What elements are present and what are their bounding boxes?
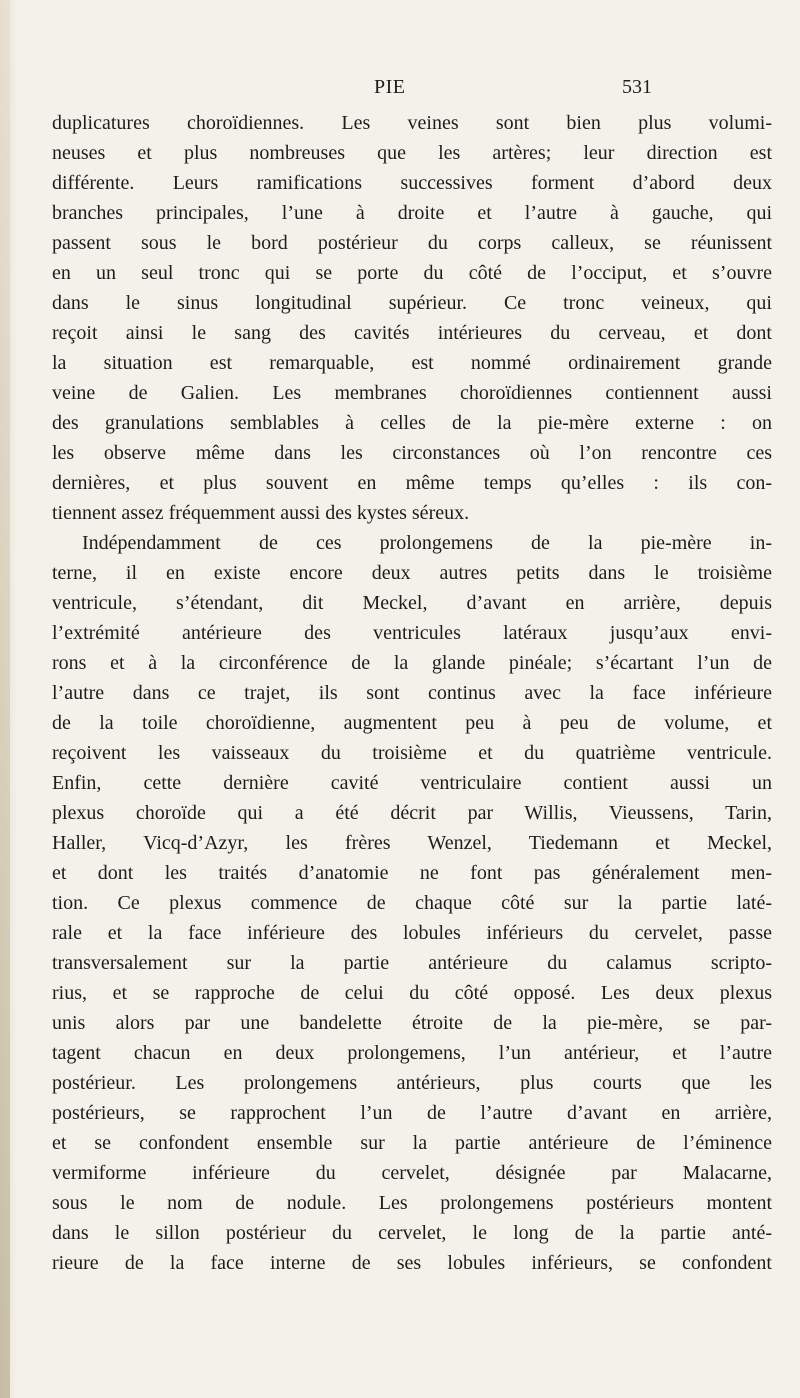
text-line: rale et la face inférieure des lobules inférieurs du cervelet, passe [52,922,772,944]
text-line: tiennent assez fréquemment aussi des kystes séreux. [52,502,470,524]
text-line: ventricule, s’étendant, dit Meckel, d’avant en arrière, depuis [52,592,772,614]
page-number: 531 [622,76,652,98]
text-line: reçoivent les vaisseaux du troisième et du quatrième ventricule. [52,742,772,764]
text-line: des granulations semblables à celles de la pie-mère externe : on [52,412,772,434]
text-line: l’autre dans ce trajet, ils sont continus avec la face inférieure [52,682,772,704]
text-line: tagent chacun en deux prolongemens, l’un antérieur, et l’autre [52,1042,772,1064]
text-line: sous le nom de nodule. Les prolongemens postérieurs montent [52,1192,772,1214]
running-head: PIE [374,76,406,98]
body-text [52,108,772,1348]
text-line: rons et à la circonférence de la glande pinéale; s’écartant l’un de [52,652,772,674]
text-line: postérieurs, se rapprochent l’un de l’autre d’avant en arrière, [52,1102,772,1124]
text-line: les observe même dans les circonstances où l’on rencontre ces [52,442,772,464]
text-line: veine de Galien. Les membranes choroïdiennes contiennent aussi [52,382,772,404]
text-line: de la toile choroïdienne, augmentent peu à peu de volume, et [52,712,772,734]
text-line: l’extrémité antérieure des ventricules latéraux jusqu’aux envi- [52,622,772,644]
text-line: duplicatures choroïdiennes. Les veines sont bien plus volumi- [52,112,772,134]
text-line: postérieur. Les prolongemens antérieurs, plus courts que les [52,1072,772,1094]
text-line: plexus choroïde qui a été décrit par Willis, Vieussens, Tarin, [52,802,772,824]
text-line: rieure de la face interne de ses lobules inférieurs, se confondent [52,1252,772,1274]
page-header [0,72,800,102]
text-line: Haller, Vicq-d’Azyr, les frères Wenzel, Tiedemann et Meckel, [52,832,772,854]
text-line: et dont les traités d’anatomie ne font pas généralement men- [52,862,772,884]
text-line: transversalement sur la partie antérieure du calamus scripto- [52,952,772,974]
text-line: dernières, et plus souvent en même temps qu’elles : ils con- [52,472,772,494]
text-line: et se confondent ensemble sur la partie antérieure de l’éminence [52,1132,772,1154]
text-line: dans le sinus longitudinal supérieur. Ce tronc veineux, qui [52,292,772,314]
text-line: unis alors par une bandelette étroite de la pie-mère, se par- [52,1012,772,1034]
text-line: passent sous le bord postérieur du corps calleux, se réunissent [52,232,772,254]
text-line: différente. Leurs ramifications successives forment d’abord deux [52,172,772,194]
text-line: branches principales, l’une à droite et l’autre à gauche, qui [52,202,772,224]
text-line: reçoit ainsi le sang des cavités intérieures du cerveau, et dont [52,322,772,344]
text-line: la situation est remarquable, est nommé ordinairement grande [52,352,772,374]
text-line: Enfin, cette dernière cavité ventriculaire contient aussi un [52,772,772,794]
text-line: neuses et plus nombreuses que les artères; leur direction est [52,142,772,164]
text-line: vermiforme inférieure du cervelet, désignée par Malacarne, [52,1162,772,1184]
text-line: rius, et se rapproche de celui du côté opposé. Les deux plexus [52,982,772,1004]
page-edge-shadow [0,0,10,1398]
text-line: dans le sillon postérieur du cervelet, le long de la partie anté- [52,1222,772,1244]
text-line: en un seul tronc qui se porte du côté de l’occiput, et s’ouvre [52,262,772,284]
text-line: terne, il en existe encore deux autres petits dans le troisième [52,562,772,584]
text-line: tion. Ce plexus commence de chaque côté sur la partie laté- [52,892,772,914]
text-line: Indépendamment de ces prolongemens de la pie-mère in- [82,532,772,554]
